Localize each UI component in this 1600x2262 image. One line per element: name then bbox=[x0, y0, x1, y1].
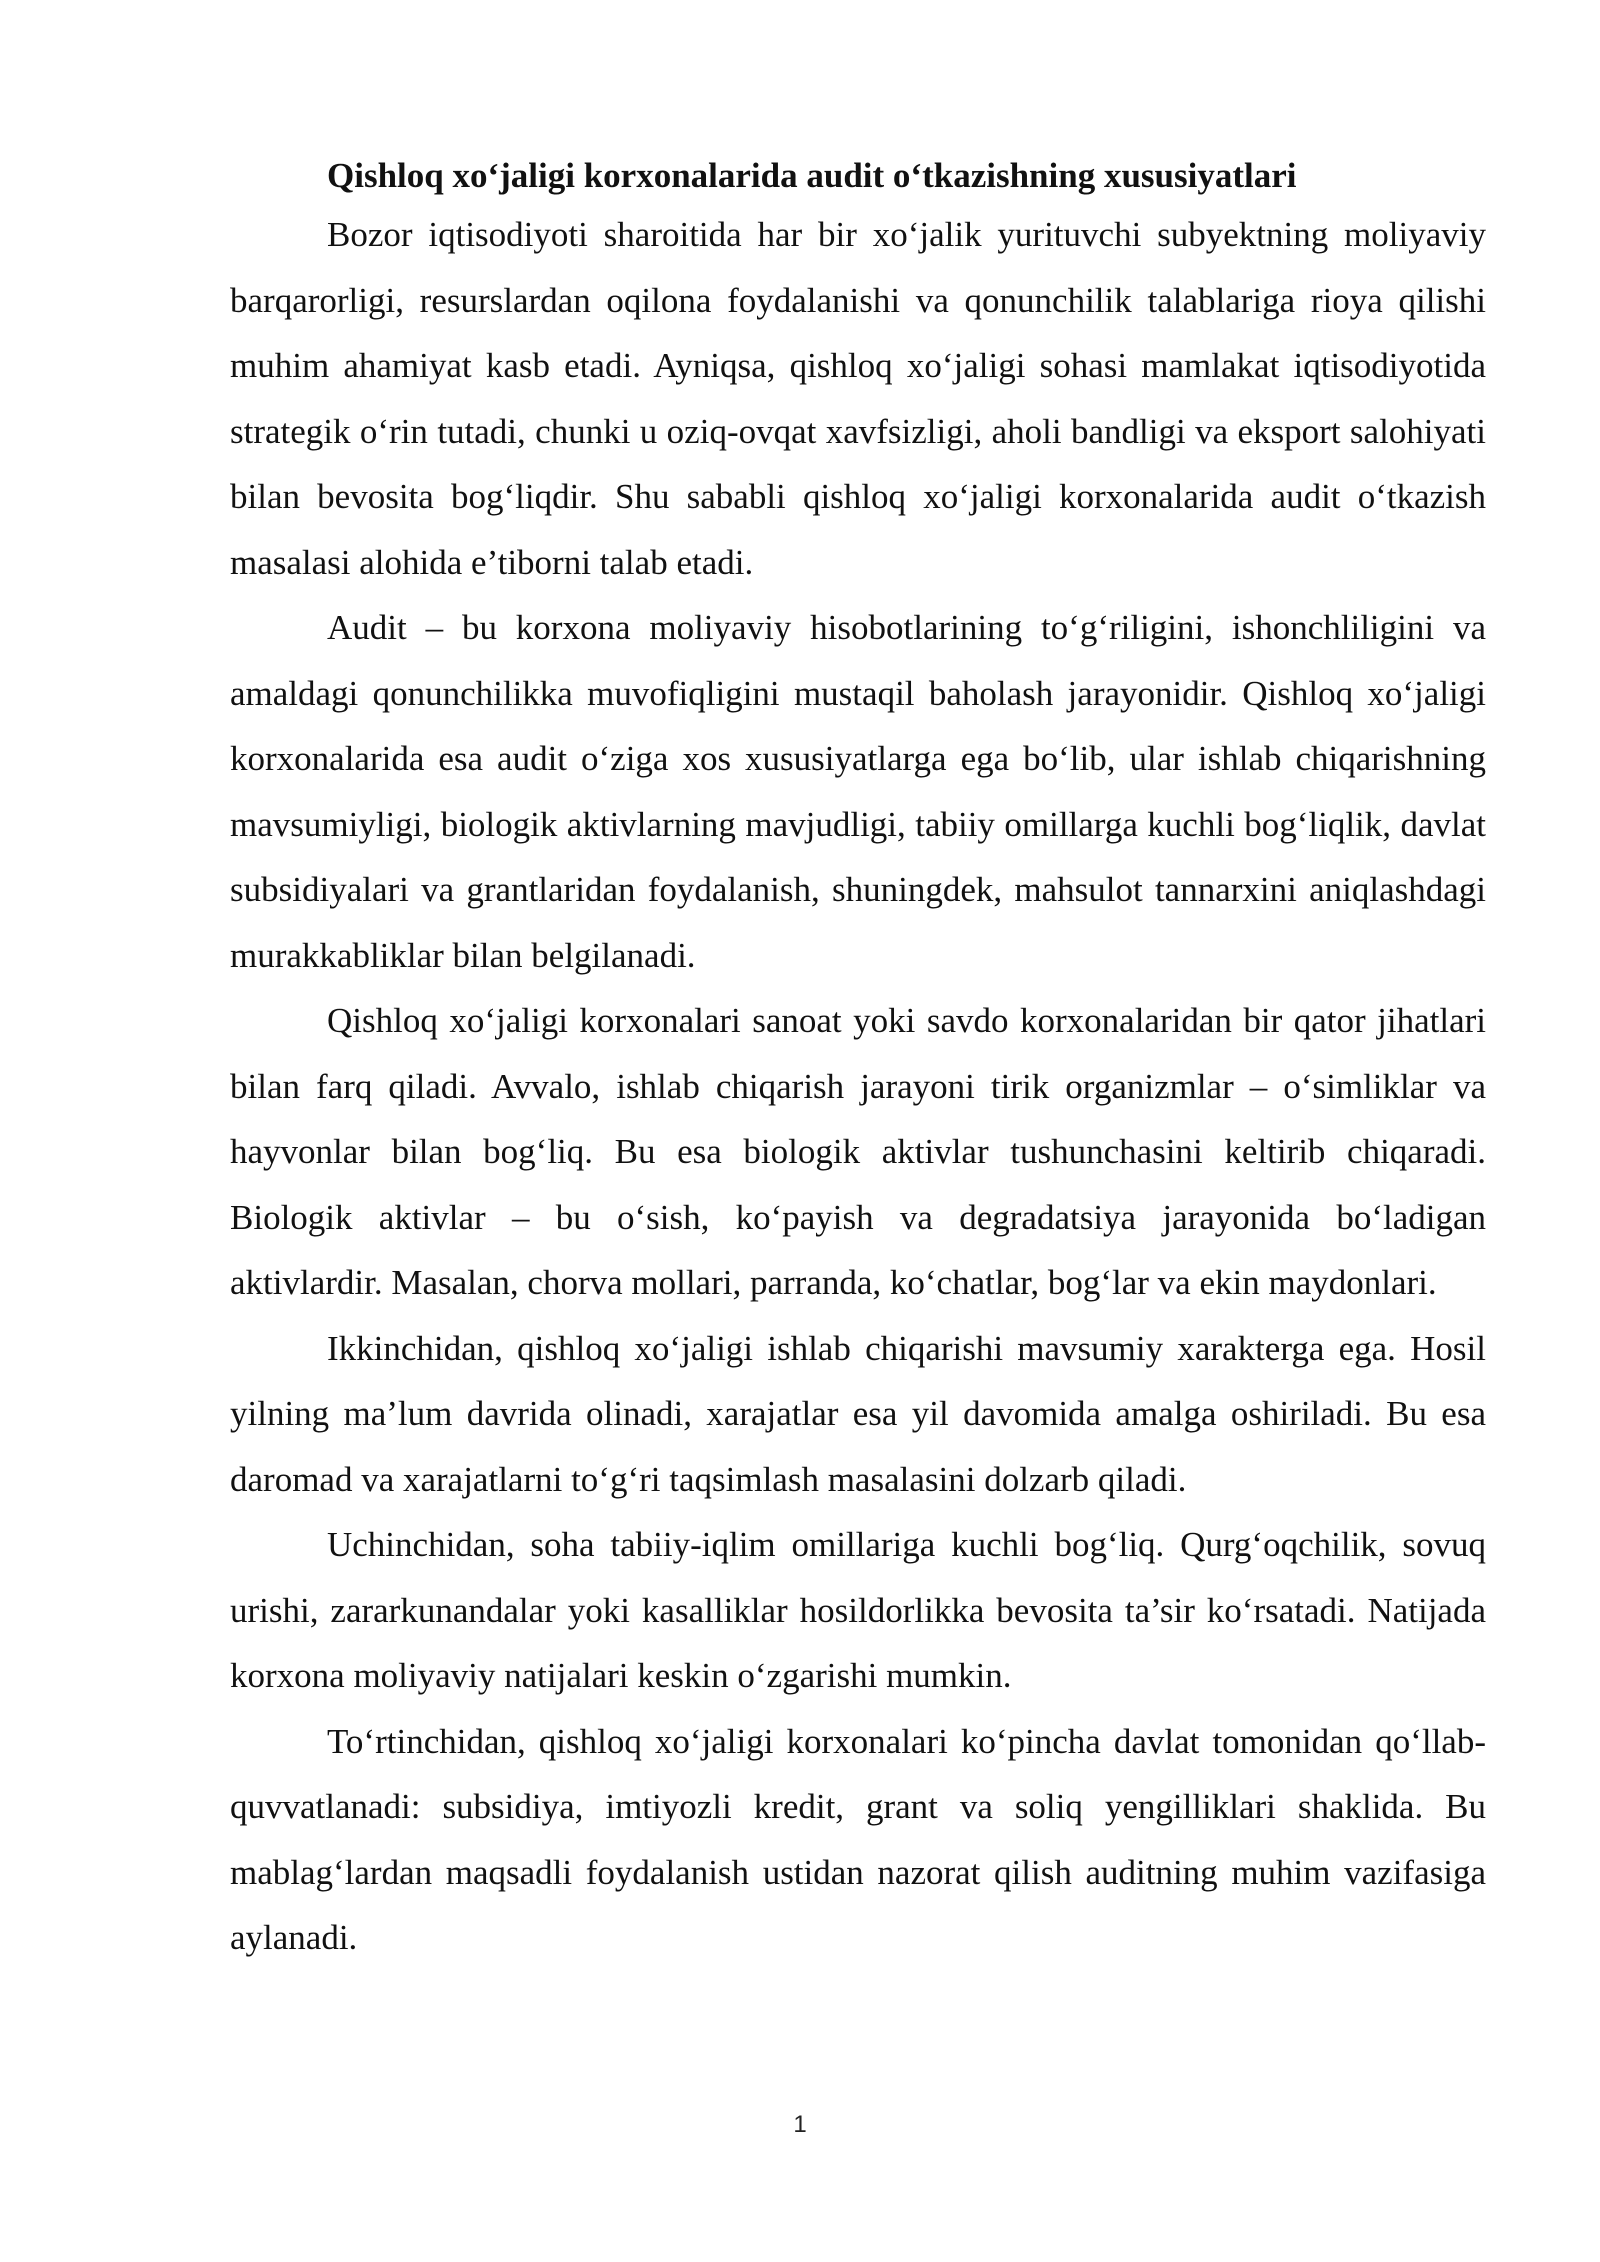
paragraph-seasonality: Ikkinchidan, qishloq xo‘jaligi ishlab chiqarishi mavsumiy xarakterga ega. Hosil yilning ma’lum davrida olinadi, xarajatlar esa yil davomida amalga oshiriladi. Bu esa daromad va xarajatlarni to‘g‘ri taqsimlash masalasini dolzarb qiladi. bbox=[230, 1328, 1486, 1499]
page-number: 1 bbox=[793, 2111, 807, 2138]
document-title: Qishloq xo‘jaligi korxonalarida audit o‘tkazishning xususiyatlari bbox=[327, 156, 1297, 195]
paragraph-intro: Bozor iqtisodiyoti sharoitida har bir xo‘jalik yurituvchi subyektning moliyaviy barqarorligi, resurslardan oqilona foydalanishi va qonunchilik talablariga rioya qilishi muhim ahamiyat kasb etadi. Ayniqsa, qishloq xo‘jaligi sohasi mamlakat iqtisodiyotida strategik o‘rin tutadi, chunki u oziq-ovqat xavfsizligi, aholi bandligi va eksport salohiyati bilan bevosita bog‘liqdir. Shu sababli qishloq xo‘jaligi korxonalarida audit o‘tkazish masalasi alohida e’tiborni talab etadi. bbox=[230, 215, 1486, 582]
paragraph-climate-factors: Uchinchidan, soha tabiiy-iqlim omillariga kuchli bog‘liq. Qurg‘oqchilik, sovuq urishi, zararkunandalar yoki kasalliklar hosildorlikka bevosita ta’sir ko‘rsatadi. Natijada korxona moliyaviy natijalari keskin o‘zgarishi mumkin. bbox=[230, 1525, 1486, 1695]
paragraph-state-support: To‘rtinchidan, qishloq xo‘jaligi korxonalari ko‘pincha davlat tomonidan qo‘llab-quvvatlanadi: subsidiya, imtiyozli kredit, grant va soliq yengilliklari shaklida. Bu mablag‘lardan maqsadli foydalanish ustidan nazorat qilish auditning muhim vazifasiga aylanadi. bbox=[230, 1721, 1486, 1957]
paragraph-audit-definition: Audit – bu korxona moliyaviy hisobotlarining to‘g‘riligini, ishonchliligini va amaldagi qonunchilikka muvofiqligini mustaqil baholash jarayonidir. Qishloq xo‘jaligi korxonalarida esa audit o‘ziga xos xususiyatlarga ega bo‘lib, ular ishlab chiqarishning mavsumiyligi, biologik aktivlarning mavjudligi, tabiiy omillarga kuchli bog‘liqlik, davlat subsidiyalari va grantlaridan foydalanish, shuningdek, mahsulot tannarxini aniqlashdagi murakkabliklar bilan belgilanadi. bbox=[230, 608, 1486, 975]
paragraph-biological-assets: Qishloq xo‘jaligi korxonalari sanoat yoki savdo korxonalaridan bir qator jihatlari bilan farq qiladi. Avvalo, ishlab chiqarish jarayoni tirik organizmlar – o‘simliklar va hayvonlar bilan bog‘liq. Bu esa biologik aktivlar tushunchasini keltirib chiqaradi. Biologik aktivlar – bu o‘sish, ko‘payish va degradatsiya jarayonida bo‘ladigan aktivlardir. Masalan, chorva mollari, parranda, ko‘chatlar, bog‘lar va ekin maydonlari. bbox=[230, 1001, 1486, 1302]
document-page bbox=[230, 150, 1486, 1971]
